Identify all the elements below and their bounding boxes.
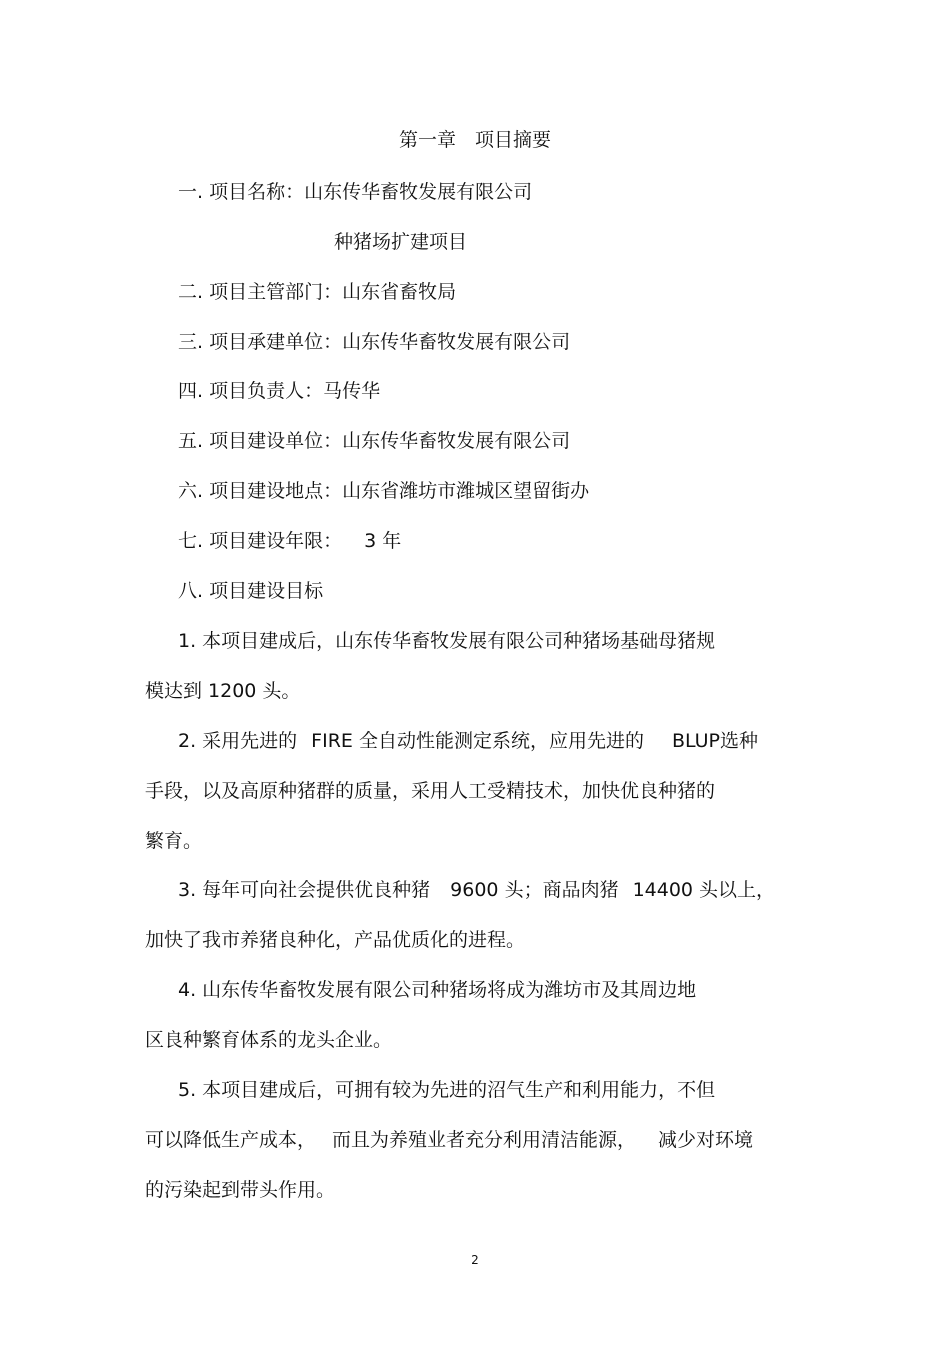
item-department: 二. 项目主管部门：山东省畜牧局 [178, 281, 457, 303]
item-project-name-cont: 种猪场扩建项目 [334, 231, 468, 253]
item-leader: 四. 项目负责人：马传华 [178, 380, 381, 402]
item-contractor: 三. 项目承建单位：山东传华畜牧发展有限公司 [178, 331, 571, 353]
item-duration [178, 528, 401, 554]
goal-3-segment-2: 9600 头；商品肉猪 [450, 879, 619, 901]
page-number: 2 [471, 1253, 479, 1267]
goal-4-line-1: 4. 山东传华畜牧发展有限公司种猪场将成为潍坊市及其周边地 [178, 979, 697, 1001]
item-duration-label: 七. 项目建设年限： [178, 530, 343, 552]
chapter-title: 第一章 项目摘要 [398, 129, 551, 151]
item-goals-heading: 八. 项目建设目标 [178, 580, 324, 602]
goal-3-segment-1: 3. 每年可向社会提供优良种猪 [178, 879, 431, 901]
goal-2-segment-2: FIRE 全自动性能测定系统，应用先进的 [311, 730, 644, 752]
goal-3-segment-3: 14400 头以上， [632, 879, 776, 901]
goal-2-segment-3: BLUP选种 [671, 730, 758, 752]
goal-1-line-1: 1. 本项目建成后，山东传华畜牧发展有限公司种猪场基础母猪规 [178, 630, 716, 652]
item-project-name: 一. 项目名称：山东传华畜牧发展有限公司 [178, 181, 533, 203]
goal-2-line-1 [178, 728, 758, 754]
goal-5-line-1: 5. 本项目建成后，可拥有较为先进的沼气生产和利用能力，不但 [178, 1079, 716, 1101]
goal-5-segment-3: 减少对环境 [658, 1129, 754, 1151]
goal-2-segment-1: 2. 采用先进的 [178, 730, 298, 752]
item-site: 六. 项目建设地点：山东省潍坊市潍城区望留街办 [178, 480, 590, 502]
goal-5-segment-1: 可以降低生产成本， [145, 1129, 317, 1151]
goal-2-line-2: 手段，以及高原种猪群的质量，采用人工受精技术，加快优良种猪的 [145, 780, 716, 802]
item-build-unit: 五. 项目建设单位：山东传华畜牧发展有限公司 [178, 430, 571, 452]
goal-5-line-2 [145, 1127, 753, 1153]
goal-3-line-1 [178, 877, 775, 903]
item-duration-value: 3 年 [364, 530, 402, 552]
goal-2-line-3: 繁育。 [145, 830, 203, 852]
goal-5-line-3: 的污染起到带头作用。 [145, 1179, 336, 1201]
goal-1-line-2: 模达到 1200 头。 [145, 680, 301, 702]
goal-5-segment-2: 而且为养殖业者充分利用清洁能源， [332, 1129, 637, 1151]
goal-3-line-2: 加快了我市养猪良种化，产品优质化的进程。 [145, 929, 526, 951]
goal-4-line-2: 区良种繁育体系的龙头企业。 [145, 1029, 393, 1051]
